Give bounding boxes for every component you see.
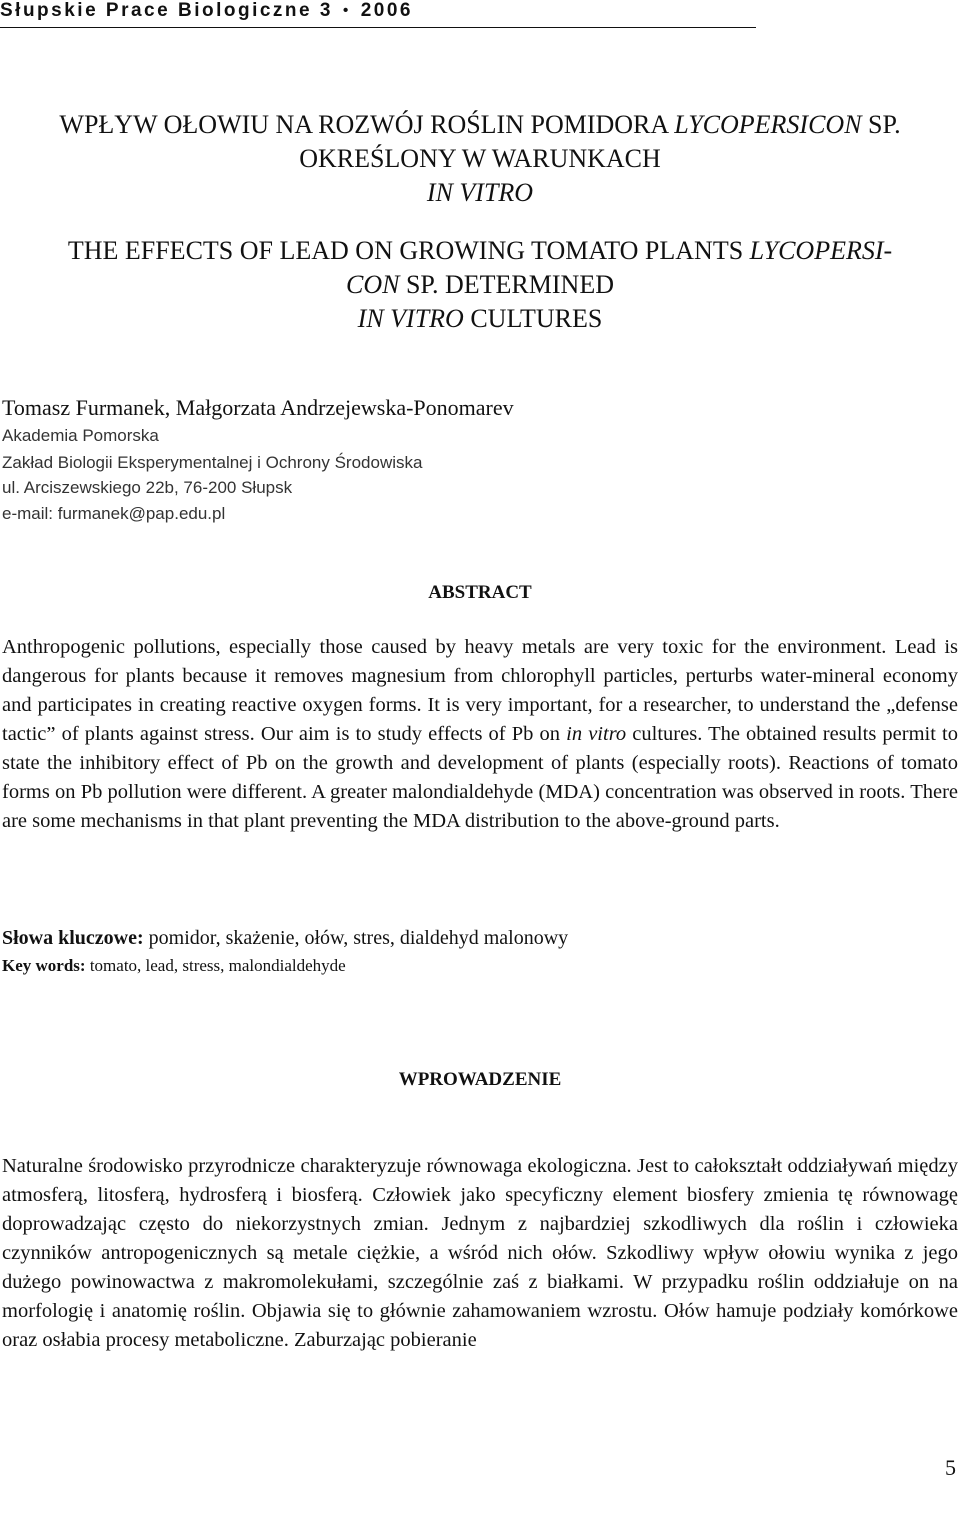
abstract-body [2, 633, 958, 836]
title-pl-line-3 [0, 176, 960, 210]
title-pl-sp: SP. [861, 110, 901, 139]
title-pl-line-1 [0, 108, 960, 142]
title-en-genus-part-2: CON [346, 270, 400, 299]
title-pl-in-vitro: IN VITRO [426, 178, 534, 207]
title-en-cultures: CULTURES [463, 304, 603, 333]
header-rule [0, 27, 756, 28]
keywords-pl-label: Słowa kluczowe: [2, 927, 144, 949]
keywords-polish [2, 927, 568, 950]
title-english [0, 234, 960, 336]
title-en-determined: SP. DETERMINED [399, 270, 614, 299]
affiliation-email: e-mail: furmanek@pap.edu.pl [2, 504, 226, 523]
title-en-line-1 [0, 234, 960, 268]
abstract-heading: ABSTRACT [428, 582, 532, 603]
journal-header [0, 0, 413, 22]
title-en-line-3 [0, 302, 960, 336]
bullet-separator: • [342, 2, 351, 19]
title-en-genus-part-1: LYCOPERSI- [749, 236, 893, 265]
keywords-en-label: Key words: [2, 956, 86, 975]
intro-body: Naturalne środowisko przyrodnicze charakteryzuje równowaga ekologiczna. Jest to całokształt oddziaływań między atmosferą, litosferą, hydrosferą i biosferą. Człowiek jako specyficzny element biosfery zmienia tę równowagę doprowadzając często do niekorzystnych zmian. Jednym z najbardziej szkodliwych dla roślin i człowieka czynników antropogenicznych są metale ciężkie, a wśród nich ołów. Szkodliwy wpływ ołowiu wynika z jego dużego powinowactwa z makromolekułami, szczególnie zaś z białkami. W przypadku roślin oddziałuje on na morfologię i anatomię roślin. Objawia się to głównie zahamowaniem wzrostu. Ołów hamuje podziały komórkowe oraz osłabia procesy metaboliczne. Zaburzając pobieranie [2, 1155, 958, 1351]
authors: Tomasz Furmanek, Małgorzata Andrzejewska-Ponomarev [2, 395, 514, 420]
journal-name: Słupskie Prace Biologiczne 3 [0, 0, 333, 21]
intro-heading: WPROWADZENIE [398, 1069, 562, 1090]
title-en-line-2 [0, 268, 960, 302]
affiliation-address: ul. Arciszewskiego 22b, 76-200 Słupsk [2, 478, 293, 497]
title-pl-line-2: OKREŚLONY W WARUNKACH [299, 144, 661, 173]
journal-year: 2006 [360, 0, 413, 21]
title-en-in-vitro: IN VITRO [357, 304, 464, 333]
abstract-in-vitro: in vitro [566, 723, 627, 745]
title-pl-text: WPŁYW OŁOWIU NA ROZWÓJ ROŚLIN POMIDORA [59, 110, 675, 139]
keywords-pl-text: pomidor, skażenie, ołów, stres, dialdehyd malonowy [143, 927, 569, 949]
title-polish [0, 108, 960, 210]
abstract-text-part-1: Anthropogenic pollutions, especially those caused by heavy metals are very toxic for the environment. Lead is dangerous for plants because it removes magnesium from chlorophyll particles, perturbs water-mineral economy and participates in creating reactive oxygen forms. It is very important, for a researcher, to understand the „defense tactic” of plants against stress. Our aim is to study effects of Pb on [2, 636, 958, 745]
affiliation-university: Akademia Pomorska [2, 426, 159, 445]
keywords-en-text: tomato, lead, stress, malondialdehyde [85, 956, 346, 975]
keywords-english [2, 956, 346, 976]
affiliation-department: Zakład Biologii Eksperymentalnej i Ochrony Środowiska [2, 453, 423, 472]
page-number: 5 [945, 1455, 956, 1480]
title-en-text: THE EFFECTS OF LEAD ON GROWING TOMATO PLANTS [67, 236, 750, 265]
title-pl-genus: LYCOPERSICON [674, 110, 862, 139]
abstract-text-part-2: cultures. The obtained results permit to state the inhibitory effect of Pb on the growth and development of plants (especially roots). Reactions of tomato forms on Pb pollution were different. A greater malondialdehyde (MDA) concentration was observed in roots. There are some mechanisms in that plant preventing the MDA distribution to the above-ground parts. [2, 723, 958, 832]
